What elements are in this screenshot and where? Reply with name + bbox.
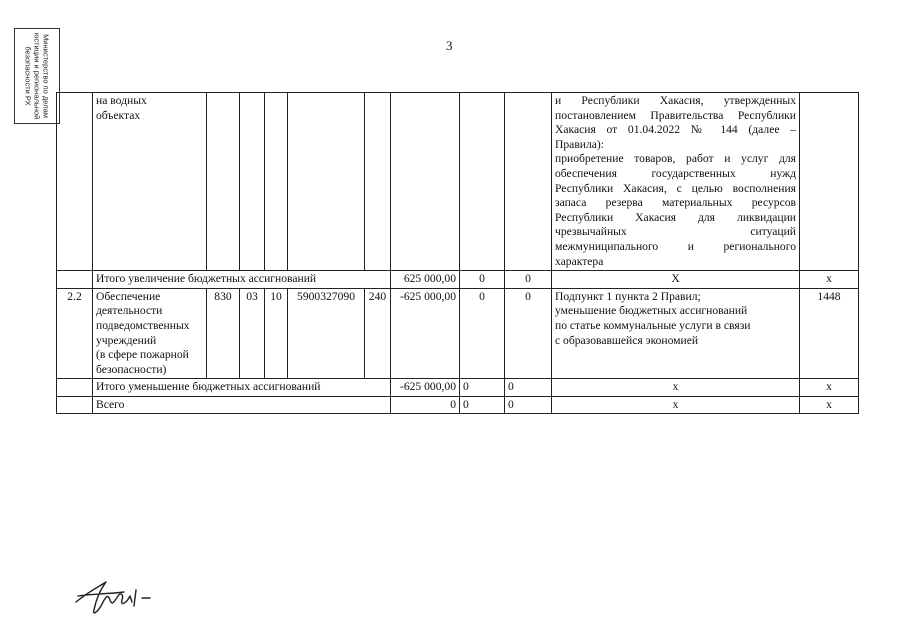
basis-line: Республики Хакасия, с целью восполнения [555,181,796,195]
cell-expense-type: 240 [365,288,391,379]
grand-total-col2: 0 [460,396,505,414]
cell-num [57,93,93,271]
registration-stamp [14,28,60,124]
basis-line: Хакасия от 01.04.2022 № 144 (далее – [555,123,796,137]
grand-total-col3: 0 [505,396,552,414]
basis-line: уменьшение бюджетных ассигнований [555,304,748,318]
table-row-2-2 [57,288,859,379]
cell-num [57,379,93,397]
cell-col2: 0 [460,288,505,379]
basis-line: постановлением Правительства Республики [555,108,796,122]
cell-col3: 0 [505,288,552,379]
increase-total-basis: X [552,271,800,289]
cell-target: 5900327090 [288,288,365,379]
grand-total-amount: 0 [391,396,460,414]
decrease-total-col3: 0 [505,379,552,397]
increase-total-amount: 625 000,00 [391,271,460,289]
description-line: Обеспечение [96,289,161,303]
cell-section [240,93,265,271]
cell-basis [552,93,800,271]
cell-basis [552,288,800,379]
grand-total-label: Всего [93,396,391,414]
table-row-decrease-total [57,379,859,397]
cell-amount: -625 000,00 [391,288,460,379]
cell-description [93,288,207,379]
cell-num [57,396,93,414]
cell-ministry [207,93,240,271]
cell-col2 [460,93,505,271]
description-line: безопасности) [96,362,167,376]
decrease-total-col2: 0 [460,379,505,397]
cell-ministry: 830 [207,288,240,379]
description-line: учреждений [96,333,157,347]
cell-amount [391,93,460,271]
page-number: 3 [446,38,453,53]
basis-line: межмуниципального и регионального [555,239,796,253]
cell-expense-type [365,93,391,271]
basis-line: с образовавшейся экономией [555,333,699,347]
cell-target [288,93,365,271]
cell-section: 03 [240,288,265,379]
stamp-line: Министерство по делам [41,34,51,118]
basis-line: по статье коммунальные услуги в связи [555,318,751,332]
basis-line: Подпункт 1 пункта 2 Правил; [555,289,701,303]
budget-table [56,92,859,414]
table-row-continuation [57,93,859,271]
description-line: деятельности [96,304,163,318]
description-line: на водных [96,94,147,107]
description-line: подведомственных [96,318,190,332]
basis-line: запаса резерва материальных ресурсов [555,196,796,210]
stamp-line: юстиции и региональной [32,32,42,120]
table-row-increase-total [57,271,859,289]
row-number: 2.2 [57,288,93,379]
description-line: (в сфере пожарной [96,348,189,362]
decrease-total-amount: -625 000,00 [391,379,460,397]
increase-total-col3: 0 [505,271,552,289]
table-row-grand-total [57,396,859,414]
cell-num [57,271,93,289]
stamp-text [24,30,51,122]
stamp-line: безопасности РХ [23,46,33,106]
basis-line: Республики Хакасия для ликвидации [555,210,796,224]
basis-line: чрезвычайных ситуаций [555,225,796,239]
description-line: объектах [96,108,141,122]
cell-last [800,93,859,271]
grand-total-basis: х [552,396,800,414]
handwritten-signature [70,572,180,620]
basis-line: обеспечения государственных нужд [555,166,796,180]
decrease-total-label: Итого уменьшение бюджетных ассигнований [93,379,391,397]
basis-line: приобретение товаров, работ и услуг для [555,152,796,166]
cell-subsection [265,93,288,271]
grand-total-last: х [800,396,859,414]
increase-total-col2: 0 [460,271,505,289]
increase-total-label: Итого увеличение бюджетных ассигнований [93,271,391,289]
basis-line: характера [555,254,604,268]
decrease-total-basis: х [552,379,800,397]
cell-subsection: 10 [265,288,288,379]
basis-line: и Республики Хакасия, утвержденных [555,94,796,107]
cell-col3 [505,93,552,271]
increase-total-last: х [800,271,859,289]
decrease-total-last: х [800,379,859,397]
cell-last: 1448 [800,288,859,379]
basis-line: Правила): [555,137,605,151]
cell-description [93,93,207,271]
